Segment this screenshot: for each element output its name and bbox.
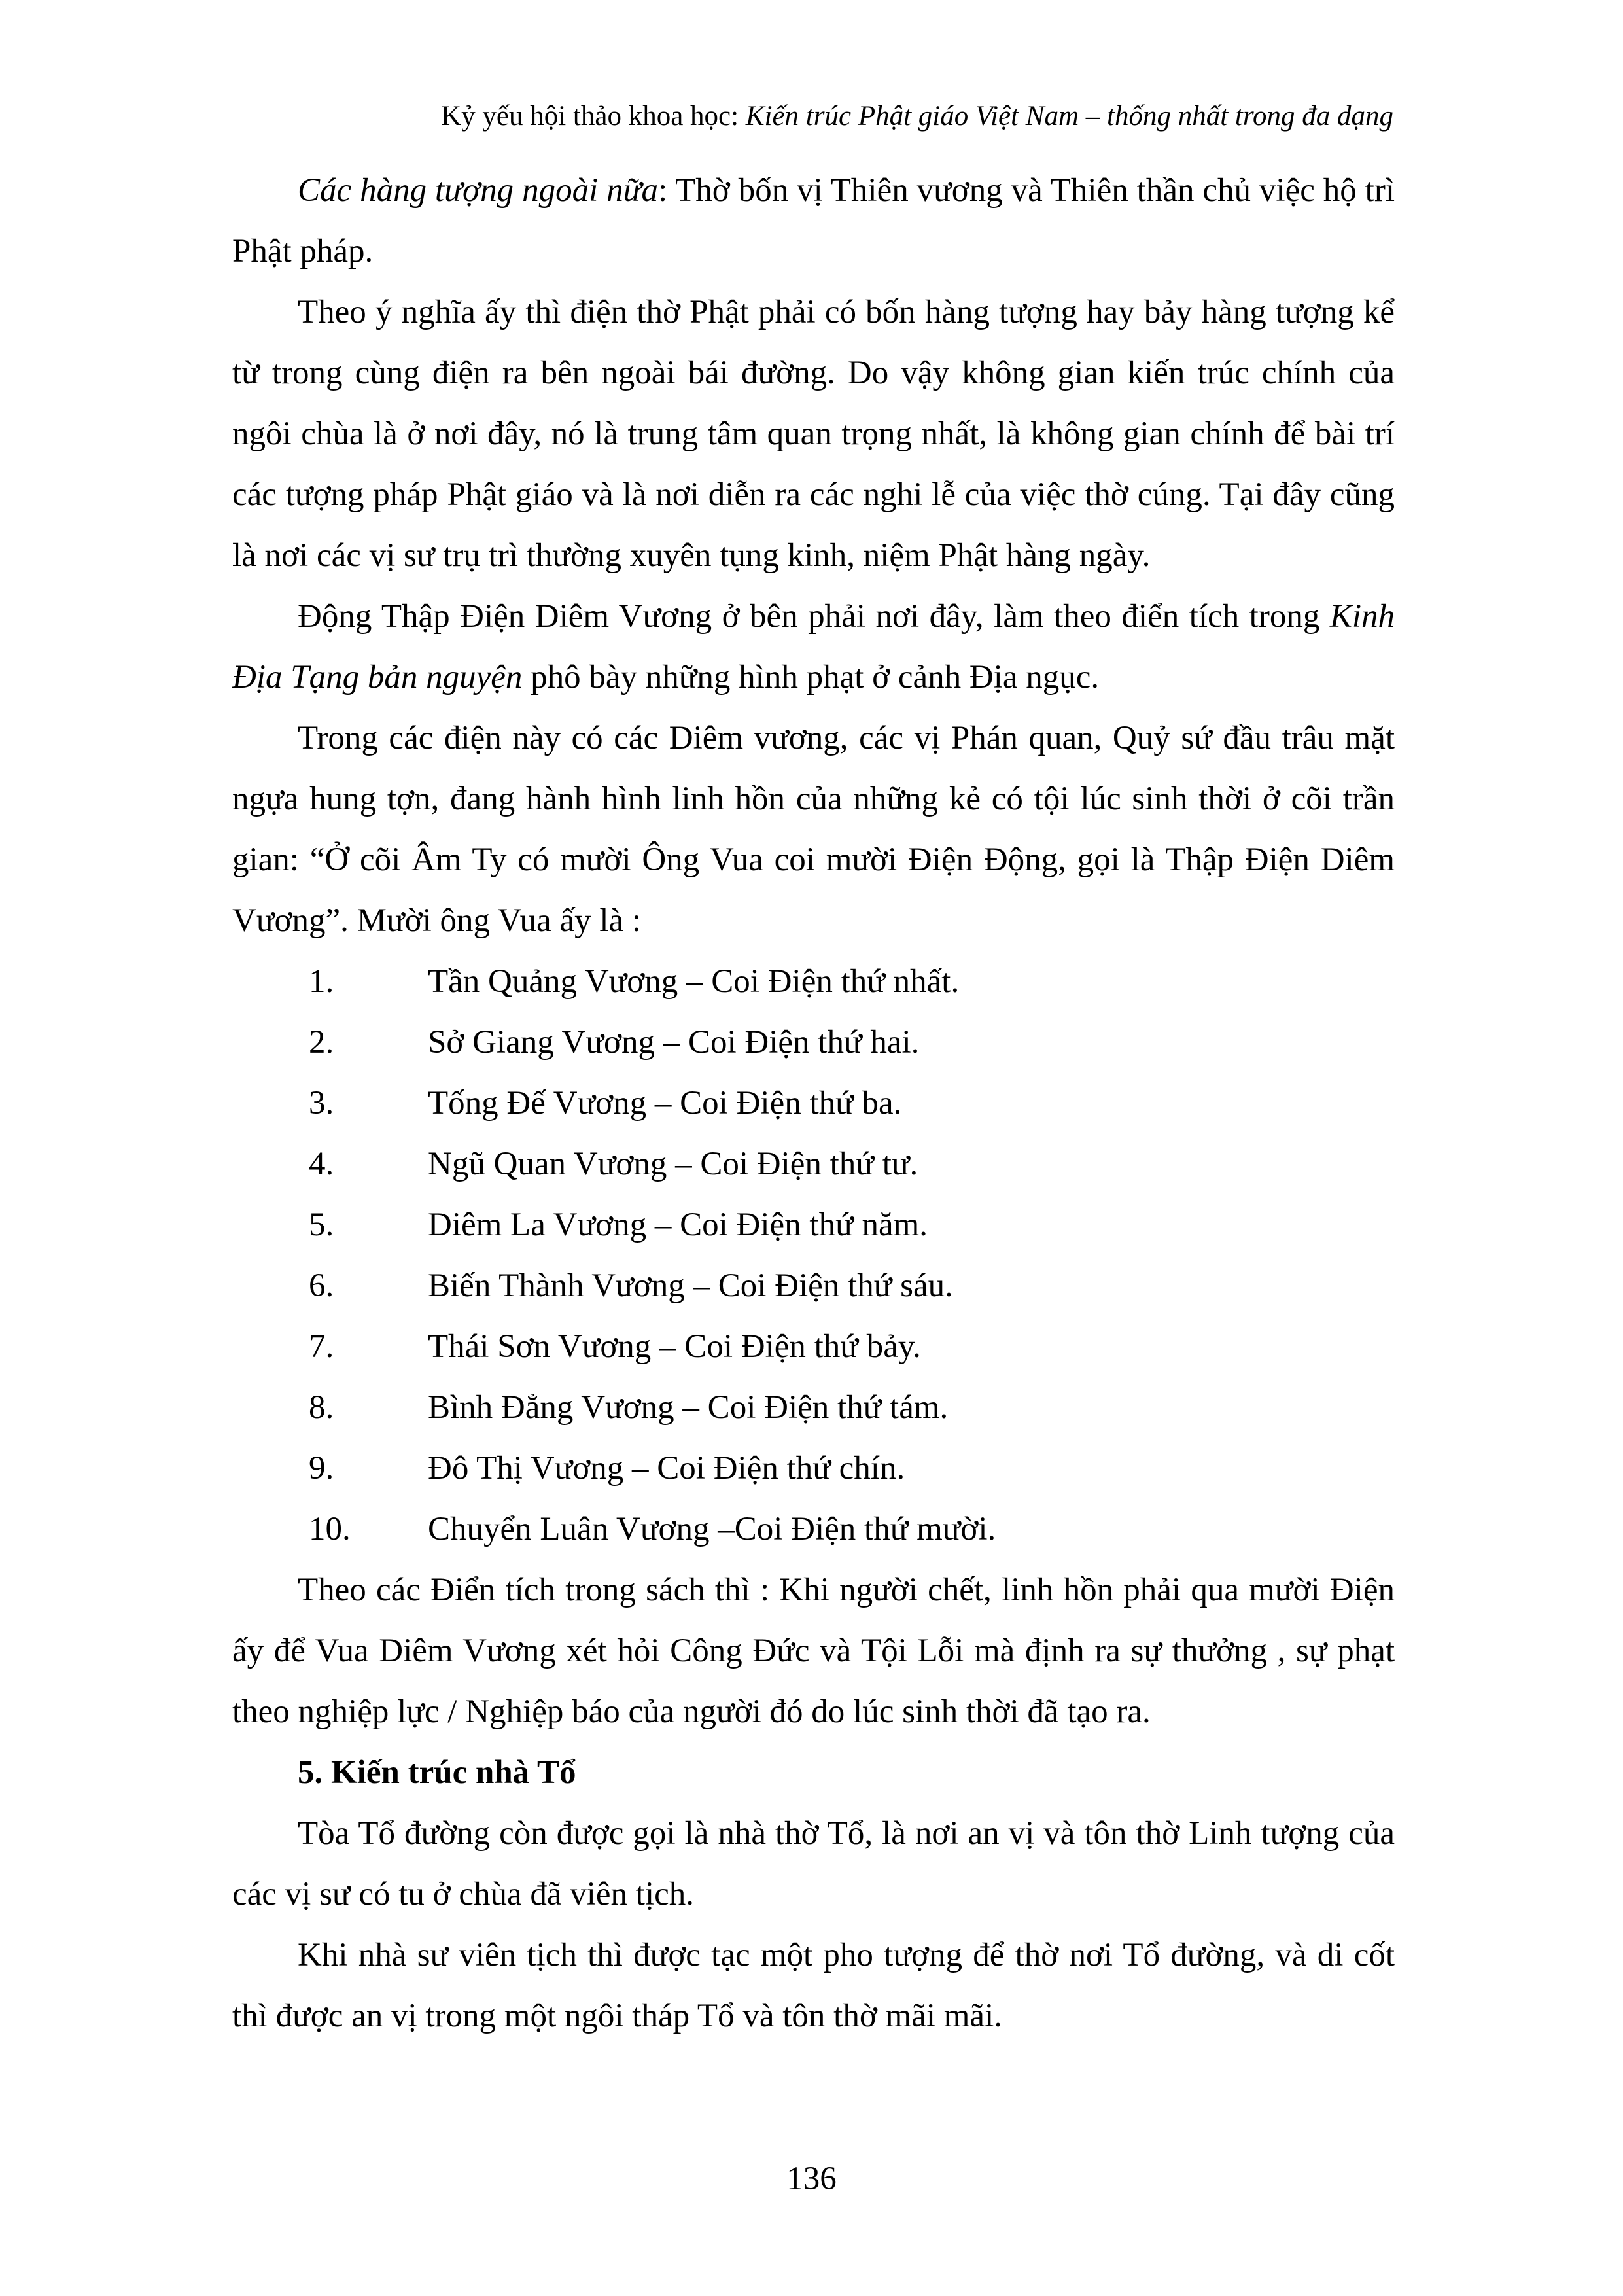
list-item-text: Diêm La Vương – Coi Điện thứ năm. <box>428 1207 928 1243</box>
paragraph-hell-kings: Trong các điện này có các Diêm vương, các vị Phán quan, Quỷ sứ đầu trâu mặt ngựa hung tợn, đang hành hình linh hồn của những kẻ có tội lúc sinh thời ở cõi trần gian: “Ở cõi Âm Ty có mười Ông Vua coi mười Điện Động, gọi là Thập Điện Diêm Vương”. Mười ông Vua ấy là : <box>232 720 1395 939</box>
list-item-text: Thái Sơn Vương – Coi Điện thứ bảy. <box>428 1328 921 1365</box>
list-item <box>232 1438 1395 1499</box>
list-item <box>232 1073 1395 1134</box>
list-item <box>232 951 1395 1012</box>
paragraph-ancestor-hall: Tòa Tổ đường còn được gọi là nhà thờ Tổ, là nơi an vị và tôn thờ Linh tượng của các vị sư có tu ở chùa đã viên tịch. <box>232 1815 1395 1913</box>
page-body <box>232 160 1395 2047</box>
running-header <box>232 97 1393 136</box>
list-item-text: Ngũ Quan Vương – Coi Điện thứ tư. <box>428 1146 918 1182</box>
list-item <box>232 1499 1395 1560</box>
list-item-text: Đô Thị Vương – Coi Điện thứ chín. <box>428 1450 905 1487</box>
list-item-number: 8. <box>309 1389 334 1426</box>
paragraph-judgement: Theo các Điển tích trong sách thì : Khi người chết, linh hồn phải qua mười Điện ấy để Vua Diêm Vương xét hỏi Công Đức và Tội Lỗi mà định ra sự thưởng , sự phạt theo nghiệp lực / Nghiệp báo của người đó do lúc sinh thời đã tạo ra. <box>232 1572 1395 1730</box>
header-prefix: Kỷ yếu hội thảo khoa học: <box>441 101 746 132</box>
list-item-text: Biến Thành Vương – Coi Điện thứ sáu. <box>428 1267 953 1304</box>
list-item <box>232 1134 1395 1195</box>
list-item <box>232 1012 1395 1073</box>
term-outer-statues: Các hàng tượng ngoài nữa <box>298 172 658 209</box>
page-number: 136 <box>786 2161 837 2197</box>
list-item <box>232 1316 1395 1377</box>
list-item-number: 7. <box>309 1328 334 1365</box>
list-item-text: Bình Đẳng Vương – Coi Điện thứ tám. <box>428 1389 949 1426</box>
paragraph-outer-statues <box>232 160 1395 282</box>
list-item-number: 5. <box>309 1207 334 1243</box>
list-item-number: 9. <box>309 1450 334 1487</box>
paragraph-text: Động Thập Điện Diêm Vương ở bên phải nơi đây, làm theo điển tích trong <box>298 598 1330 635</box>
section-heading: 5. Kiến trúc nhà Tổ <box>298 1754 576 1791</box>
list-item-text: Tống Đế Vương – Coi Điện thứ ba. <box>428 1085 902 1122</box>
list-item-text: Chuyển Luân Vương –Coi Điện thứ mười. <box>428 1511 996 1547</box>
list-item-number: 4. <box>309 1146 334 1182</box>
list-item <box>232 1377 1395 1438</box>
list-item <box>232 1256 1395 1316</box>
paragraph-text: : Thờ bốn vị Thiên vương và Thiên thần chủ việc hộ trì Phật pháp. <box>232 172 1395 270</box>
list-item-number: 3. <box>309 1085 334 1122</box>
sutra-title: Kinh Địa Tạng bản nguyện <box>232 598 1395 696</box>
paragraph-main-hall: Theo ý nghĩa ấy thì điện thờ Phật phải có bốn hàng tượng hay bảy hàng tượng kể từ trong cùng điện ra bên ngoài bái đường. Do vậy không gian kiến trúc chính của ngôi chùa là ở nơi đây, nó là trung tâm quan trọng nhất, là không gian chính để bài trí các tượng pháp Phật giáo và là nơi diễn ra các nghi lễ của việc thờ cúng. Tại đây cũng là nơi các vị sư trụ trì thường xuyên tụng kinh, niệm Phật hàng ngày. <box>232 294 1395 574</box>
list-item <box>232 1195 1395 1256</box>
paragraph-ten-kings-cave <box>232 586 1395 708</box>
paragraph-ancestor-stupa: Khi nhà sư viên tịch thì được tạc một pho tượng để thờ nơi Tổ đường, và di cốt thì được an vị trong một ngôi tháp Tổ và tôn thờ mãi mãi. <box>232 1937 1395 2034</box>
header-title: Kiến trúc Phật giáo Việt Nam – thống nhất trong đa dạng <box>745 101 1393 132</box>
list-item-number: 10. <box>309 1511 351 1547</box>
list-item-text: Sở Giang Vương – Coi Điện thứ hai. <box>428 1024 920 1061</box>
list-item-number: 2. <box>309 1024 334 1061</box>
paragraph-text: phô bày những hình phạt ở cảnh Địa ngục. <box>522 659 1100 696</box>
list-item-number: 6. <box>309 1267 334 1304</box>
list-item-text: Tần Quảng Vương – Coi Điện thứ nhất. <box>428 963 960 1000</box>
list-item-number: 1. <box>309 963 334 1000</box>
ten-kings-list <box>232 951 1395 1560</box>
